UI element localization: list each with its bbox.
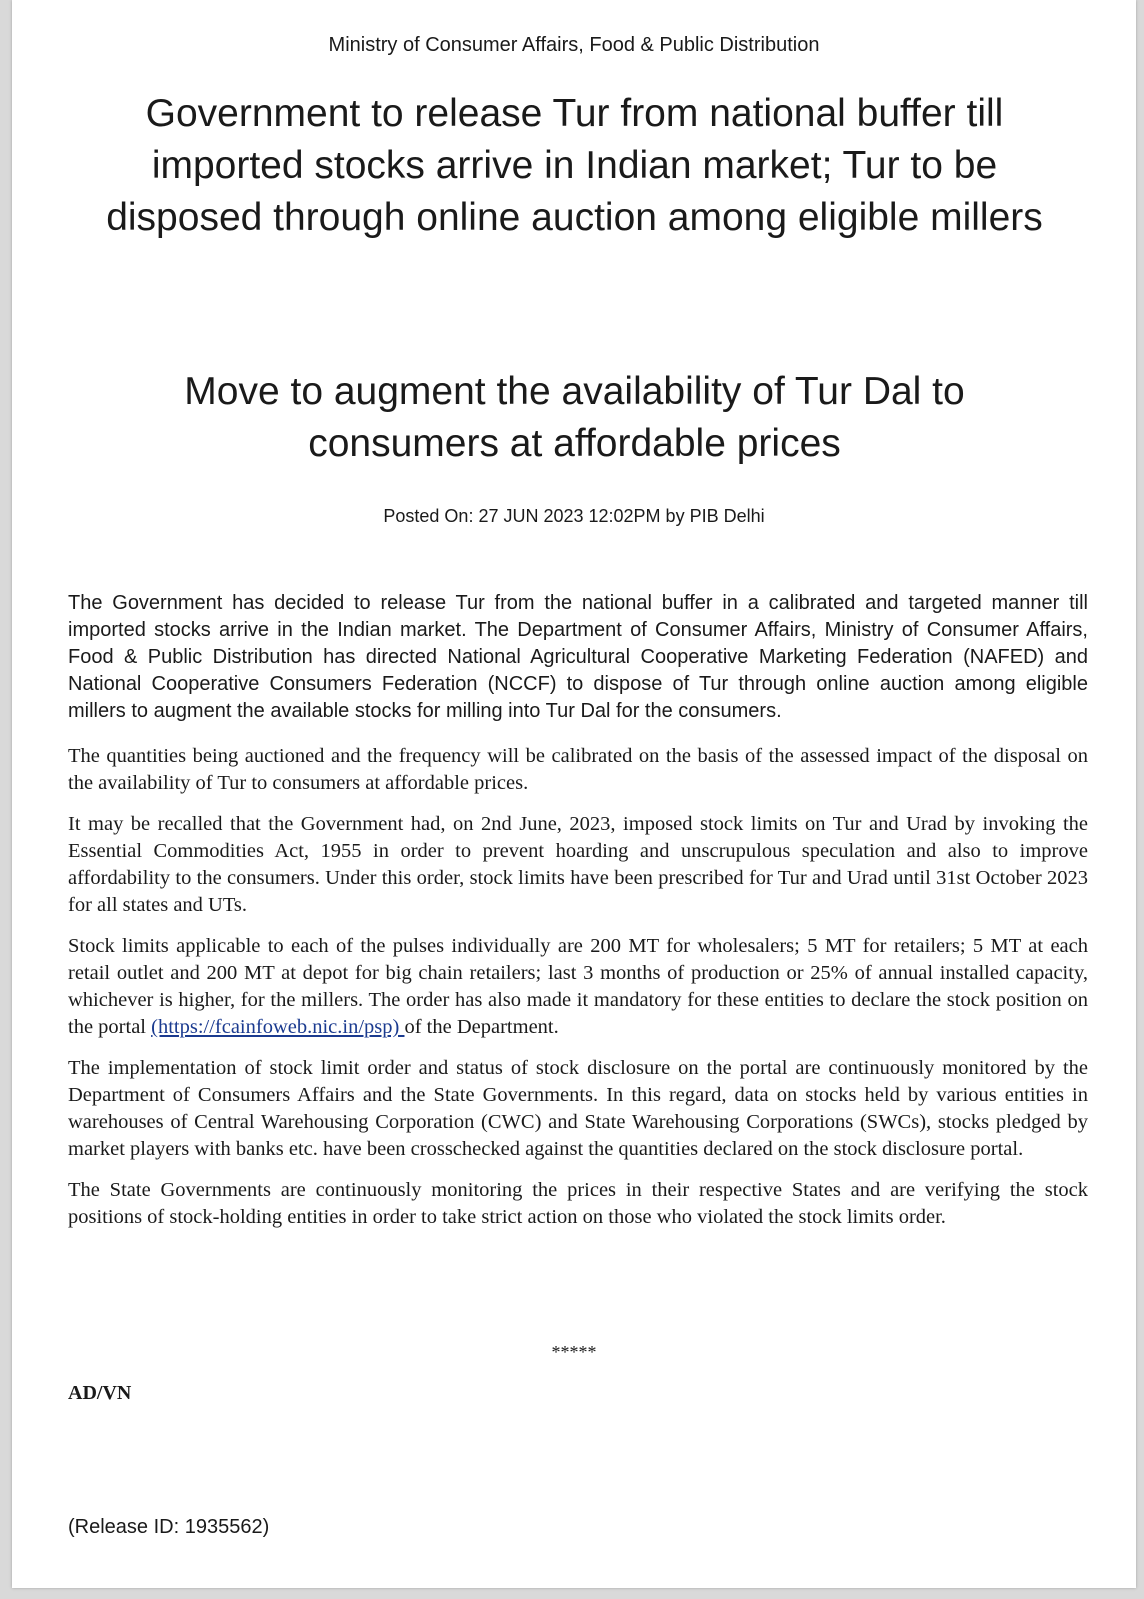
paragraph-4-text: Stock limits applicable to each of the pulses individually are 200 MT for wholesalers; 5 MT for retailers; 5 MT at each retail outlet and 200 MT at depot for big chain retailers; last 3 months of production or 25% of annual installed capacity, whichever is higher, for the millers. The order has also made it mandatory for these entities to declare the stock position on the portal xyxy=(68,935,1088,1038)
paragraph-6: The State Governments are continuously monitoring the prices in their respective States and are verifying the stock positions of stock-holding entities in order to take strict action on those who violated the stock limits order. xyxy=(68,1179,1088,1228)
release-id: (Release ID: 1935562) xyxy=(68,1516,270,1538)
subheadline: Move to augment the availability of Tur Dal to consumers at affordable prices xyxy=(184,370,965,465)
ministry-name: Ministry of Consumer Affairs, Food & Public Distribution xyxy=(328,34,820,56)
paragraph-3: It may be recalled that the Government had, on 2nd June, 2023, imposed stock limits on Tur and Urad by invoking the Essential Commodities Act, 1955 in order to prevent hoarding and unscrupulous speculation and also to improve affordability to the consumers. Under this order, stock limits have been prescribed for Tur and Urad until 31st October 2023 for all states and UTs. xyxy=(68,813,1088,916)
portal-link[interactable]: (https://fcainfoweb.nic.in/psp) xyxy=(151,1016,405,1038)
press-release-page xyxy=(12,0,1136,1588)
separator-stars: ***** xyxy=(551,1342,597,1362)
article-body xyxy=(68,590,1088,1245)
paragraph-2: The quantities being auctioned and the frequency will be calibrated on the basis of the assessed impact of the disposal on the availability of Tur to consumers at affordable prices. xyxy=(68,745,1088,794)
paragraph-1: The Government has decided to release Tur from the national buffer in a calibrated and targeted manner till imported stocks arrive in the Indian market. The Department of Consumer Affairs, Ministry of Consumer Affairs, Food & Public Distribution has directed National Agricultural Cooperative Marketing Federation (NAFED) and National Cooperative Consumers Federation (NCCF) to dispose of Tur through online auction among eligible millers to augment the available stocks for milling into Tur Dal for the consumers. xyxy=(68,592,1088,722)
headline: Government to release Tur from national buffer till imported stocks arrive in Indian market; Tur to be disposed through online auction among eligible millers xyxy=(106,92,1043,239)
paragraph-5: The implementation of stock limit order and status of stock disclosure on the portal are continuously monitored by the Department of Consumers Affairs and the State Governments. In this regard, data on stocks held by various entities in warehouses of Central Warehousing Corporation (CWC) and State Warehousing Corporations (SWCs), stocks pledged by market players with banks etc. have been crosschecked against the quantities declared on the stock disclosure portal. xyxy=(68,1057,1088,1160)
posted-date: Posted On: 27 JUN 2023 12:02PM by PIB Delhi xyxy=(383,506,765,526)
paragraph-4-tail: of the Department. xyxy=(404,1016,559,1038)
reference-initials: AD/VN xyxy=(68,1382,132,1404)
paragraph-4 xyxy=(68,933,1088,1041)
